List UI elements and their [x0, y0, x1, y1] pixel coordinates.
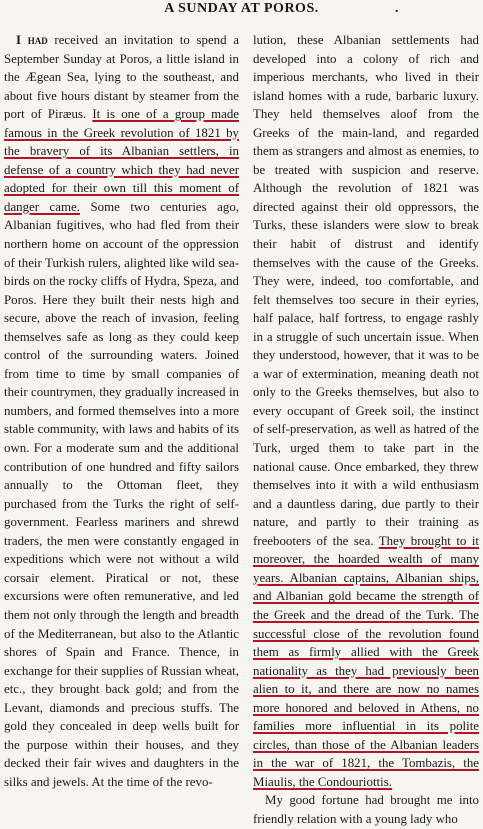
paragraph-text: lution, these Albanian settlements had developed into a colony of rich and imperious merchants, who lived in their island homes with a rude, barbaric luxury. They held themselves aloof from the Greeks of the main-land, and regarded them as strangers and almost as enemies, to be treated with suspicion and reserve. Although the revolution of 1821 was directed against their old oppressors, the Turks, these islanders were slow to break their habit of distrust and identify themselves with the cause of the Greeks. They were, indeed, too comfortable, and felt themselves too secure in their eyries, half palace, half fortress, to engage rashly in a struggle of such uncertain issue. When they understood, however, that it was to be a war of extermination, meaning death not only to the Greeks themselves, but also to every occupant of Greek soil, the instinct of self-preservation, as well as hatred of the Turk, urged them to take part in the national cause. Once embarked, they threw themselves into it with a wild enthusiasm and a dauntless daring, due partly to their nature, and partly to their training as freebooters of the sea.	[253, 33, 479, 548]
page-title: A SUNDAY AT POROS.	[164, 1, 319, 16]
paragraph-text: Some two centuries ago, Albanian fugitives, who had fled from their northern home on account of the oppression of their Turkish rulers, alighted like wild sea-birds on the rocky cliffs of Hydra, Speza, and Poros. Here they built their nests high and secure, above the reach of invasion, feeling themselves safe as long as they could keep control of the surrounding waters. Joined from time to time by small companies of their countrymen, they gradually increased in numbers, and formed themselves into a more stable community, with laws and habits of its own. For a moderate sum and the additional contribution of one hundred and fifty sailors annually to the Ottoman fleet, they purchased from the Turks the right of self-government. Fearless mariners and shrewd traders, the men were constantly engaged in expeditions which were not without a wild corsair element. Piratical or not, these excursions were often remunerative, and led them not only through the length and breadth of the Mediterranean, but also to the Atlantic shores of Spain and France. Thence, in exchange for their supplies of Russian wheat, etc., they brought back gold; and from the Levant, diamonds and precious stuffs. The gold they concealed in deep wells built for the purpose within their houses, and they decked their fair wives and daughters in the silks and jewels. At the time of the revo-	[4, 199, 239, 789]
paragraph-text: received an invitation to spend a September Sunday at Poros, a little island in the Ægean Sea, lying to the southeast, and about five hours distant by steamer from the port of Piræus.	[4, 33, 239, 122]
header-mark: .	[395, 1, 399, 16]
underlined-passage: It is one of a group made famous in the Greek revolution of 1821 by the bravery of its Albanian settlers, in defense of a country which they had never adopted for their own till this moment of danger came.	[4, 107, 239, 214]
opening-paragraph	[4, 31, 239, 791]
left-column	[4, 31, 239, 791]
drop-lead-word: I had	[16, 33, 48, 47]
article-body	[0, 21, 483, 826]
page-header	[0, 0, 483, 18]
right-column	[253, 31, 479, 829]
continued-paragraph	[253, 31, 479, 791]
underlined-passage: They brought to it moreover, the hoarded wealth of many years. Albanian captains, Albanian ships, and Albanian gold became the strength of the Greek and the dread of the Turk. The successful close of the revolution found them as firmly allied with the Greek nationality as they had previously been alien to it, and there are now no names more honored and beloved in Athens, no families more influential in its polite circles, than those of the Albanian leaders in the war of 1821, the Tombazis, the Miaulis, the Condouriottis.	[253, 533, 479, 789]
next-paragraph: My good fortune had brought me into friendly relation with a young lady who	[253, 793, 479, 826]
